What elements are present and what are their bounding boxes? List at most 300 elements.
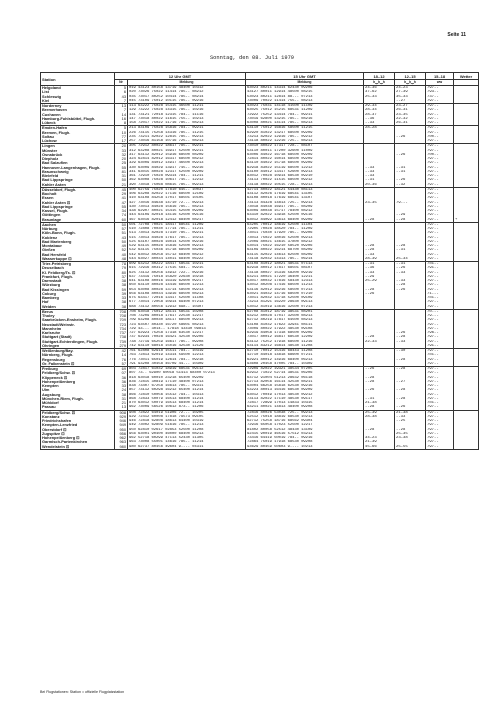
header-s4: Wetter	[454, 73, 479, 80]
value-s2: --28	[396, 244, 406, 248]
station-number: 14	[121, 353, 126, 358]
report-15: 63211 80021 17220 36400 12211	[247, 274, 313, 279]
value-s4-cell	[454, 262, 479, 310]
station-name: Norderney	[42, 104, 62, 108]
station-number-cell	[115, 367, 128, 411]
report-15: 63212 80028 17017 32500 08213	[247, 314, 313, 318]
value-s4-cell	[454, 222, 479, 261]
station-name: Konstanz	[42, 414, 60, 419]
report-15: 53110 80011 17200 32600 11009	[247, 148, 313, 153]
report-15: 73118 82032 14313 785-- 06214	[247, 256, 313, 261]
value-s1: 25–39	[365, 410, 377, 415]
value-s2: 24–23	[396, 86, 408, 90]
station-name: Weiden	[42, 304, 56, 309]
station-number: 41	[121, 196, 126, 201]
report-12: 390 73018 75068 08615 785-- 09213	[129, 182, 204, 187]
value-s3: 737--	[427, 94, 439, 99]
report-15: 73118 80022 12216 725-- 08213	[247, 139, 313, 143]
station-number-cell	[115, 262, 128, 310]
value-s2: --28	[396, 396, 406, 401]
station-number: 963	[119, 440, 126, 445]
value-s4-cell	[454, 126, 479, 144]
value-s3: 797--	[427, 367, 439, 371]
station-number: 69	[121, 367, 126, 371]
report-15: 52512 75018 18819 68530 10213	[247, 414, 313, 419]
station-name-cell	[41, 126, 115, 144]
station-number: 25	[121, 161, 126, 166]
report-15: 72817 72899 17013 14833 10315	[247, 401, 313, 405]
value-s1: 28–37	[365, 112, 377, 117]
value-s3: 7o1--	[427, 262, 439, 266]
value-s1: 28–28	[365, 126, 377, 131]
value-s3: 797--	[427, 116, 439, 121]
report-12: 654 63008 80028 13714 58500 09213	[129, 287, 204, 292]
value-s3: 797--	[427, 239, 439, 244]
station-number: 20	[121, 157, 126, 161]
report-12-cell	[128, 367, 246, 411]
report-15: 63012 84092 13613 68400 09209	[247, 217, 313, 222]
station-name: Diepholz	[42, 157, 59, 161]
value-s1-cell	[364, 104, 395, 126]
header-group-12: 12 Uhr GMT	[115, 73, 246, 80]
report-12: 444 63109 82018 14116 52500 09116	[129, 213, 204, 218]
station-name: Bad Kissingen	[42, 287, 70, 292]
station-number: 956	[119, 431, 126, 436]
report-12: 312 63208 80021 16917 52500 09211	[129, 148, 204, 153]
station-name: Braunschweig	[42, 169, 69, 174]
value-s3: 793--	[427, 90, 439, 95]
station-number: 950	[119, 427, 126, 432]
value-s2-cell	[395, 104, 426, 126]
report-15: 72816 80026 53038 725-- 09213	[247, 410, 313, 415]
report-12: 650 63110 80028 14416 68500 12213	[129, 283, 204, 288]
value-s1-cell	[364, 187, 395, 222]
value-s3: 797--	[427, 322, 439, 327]
value-s3: 797--	[427, 371, 439, 376]
report-12: 609 63212 80222 18417 58531 10211	[129, 262, 204, 266]
value-s1: 29–34	[365, 104, 377, 108]
report-15: 73010 80022 17317 728-- 08107	[247, 144, 313, 149]
observation-table	[40, 72, 479, 450]
station-name: Regensburg	[42, 357, 65, 362]
station-name: Saarbrücken-Ensheim, Flugh.	[42, 318, 97, 323]
report-15: 62912 71022 52714 38531 06206	[247, 371, 313, 376]
report-15: 63008 80021 14114 785-- 08213	[247, 121, 313, 125]
report-12: 962 52718 60299 47113 52430 11305	[129, 436, 204, 440]
value-s1: --33	[365, 169, 375, 174]
value-s3: 797--	[427, 405, 439, 410]
value-s3: 797--	[427, 222, 439, 227]
table-row	[41, 126, 479, 144]
report-15: 72009 80021 14615 37800 08212	[247, 239, 313, 244]
station-name-cell	[41, 86, 115, 104]
value-s3-cell	[426, 86, 454, 104]
value-s2: --33	[396, 270, 406, 275]
station-name: Kempten	[42, 384, 59, 388]
station-name: Feldberg/Schw. ⊡	[42, 410, 75, 415]
value-s2: --33	[396, 339, 406, 344]
value-s1-cell	[364, 222, 395, 261]
report-15: 93608 20458 47005 784-- 10309	[247, 361, 313, 366]
station-number: 13	[121, 405, 126, 410]
report-12: 362 63008 75028 10617 745-- 12212	[129, 178, 204, 183]
value-s1-cell	[364, 126, 395, 144]
value-s2-cell	[395, 349, 426, 367]
value-s3: 797--	[427, 98, 439, 103]
value-s1: 34–23	[365, 436, 377, 440]
station-number: 45	[121, 187, 126, 192]
value-s4-cell	[454, 410, 479, 449]
station-number: 40	[121, 252, 126, 257]
report-12-cell	[128, 262, 246, 310]
value-s1	[365, 362, 393, 366]
station-name: Weißenburg/Bay.	[42, 349, 74, 353]
station-name: Darmstadt	[42, 279, 62, 283]
station-number-cell	[115, 86, 128, 104]
value-s3: 797--	[427, 227, 439, 231]
value-s3: 797--	[427, 283, 439, 288]
report-15: 63115 82022 14613 62500 08209	[247, 252, 313, 257]
value-s1: --31	[365, 262, 375, 266]
header-group-15: 15 Uhr GMT	[246, 73, 364, 80]
station-name: Bremen, Flugh.	[42, 130, 71, 135]
value-s2-cell	[395, 126, 426, 144]
value-s2: 23–35	[396, 112, 408, 117]
station-number: 708	[119, 314, 126, 318]
station-number: 36	[121, 379, 126, 384]
report-12: 361 72910 75028 09314 784-- 11211	[129, 174, 204, 178]
report-12: 305 72912 80022 18617 785-- 09211	[129, 144, 204, 149]
value-s1	[365, 344, 393, 348]
value-s3: 797--	[427, 231, 439, 236]
report-12: 615 72916 80312 17515 584-- 09215	[129, 266, 204, 271]
station-number: 737	[119, 331, 126, 335]
table-row	[41, 222, 479, 261]
report-12-cell	[128, 86, 246, 104]
value-s3: 797--	[427, 423, 439, 428]
station-number: 50	[121, 178, 126, 183]
report-12: 430 73013 84028 15616 785-- 08213	[129, 204, 204, 209]
value-s2: --32	[396, 182, 406, 187]
station-number: 38	[121, 304, 126, 309]
report-12: 908 72822 64019 51906 72--- 10205	[129, 410, 204, 415]
value-s3: 70---	[427, 309, 439, 314]
value-s3-cell	[426, 126, 454, 144]
value-s2-cell	[395, 187, 426, 222]
report-15: 52713 82056 16114 42530 08211	[247, 379, 313, 384]
report-12: 737 62934 70028 16421 42530 09206	[129, 335, 204, 340]
value-s3: 797--	[427, 318, 439, 323]
station-name: Bad Marienberg	[42, 239, 72, 244]
station-name: Kiel	[42, 98, 50, 103]
value-s3: 797--	[427, 388, 439, 393]
report-15: 42714 80022 18121 54430 08113	[247, 187, 313, 192]
station-number: 07	[121, 371, 126, 376]
report-12: 501 72708 70021 18417 68541 11209	[129, 222, 204, 227]
report-15-cell	[246, 262, 364, 310]
value-s3: 7o1--	[427, 353, 439, 358]
value-s3: 797--	[427, 410, 439, 415]
station-number: 20	[121, 144, 126, 149]
header-station: Station	[41, 73, 115, 86]
value-s2	[396, 362, 424, 366]
value-s1: 22–33	[365, 339, 377, 344]
value-s4-cell	[454, 187, 479, 222]
table-row	[41, 410, 479, 449]
report-12: 807 73.. 62900 60018 51413 68400 07213	[129, 371, 215, 376]
value-s2: --31	[396, 165, 406, 170]
report-12: 324 62814 82012 16317 68500 08212	[129, 157, 204, 161]
station-name: Öhringen	[42, 343, 60, 348]
value-s1: --31	[365, 396, 375, 401]
station-number: 5	[123, 126, 126, 131]
value-s3: 797--	[427, 361, 439, 366]
value-s3: 797--	[427, 304, 439, 309]
value-s1: --33	[365, 165, 375, 170]
station-name: Montabaur	[42, 244, 62, 248]
table-row	[41, 367, 479, 411]
header-code-15: Meldung	[246, 80, 364, 86]
report-15: 62712 80219 17817 64500 08213	[247, 318, 313, 323]
station-name: Bad Hersfeld	[42, 252, 66, 257]
value-s4	[455, 344, 477, 348]
report-12: 857 73112 60298 16212 65400 11214	[129, 388, 204, 393]
table-row	[41, 104, 479, 126]
station-name: Münster	[42, 148, 58, 153]
value-s1: --36	[365, 266, 375, 271]
station-name: Bielefeld	[42, 174, 59, 178]
report-15: 53223 80013 16416 68530 09209	[247, 388, 313, 393]
value-s2: --27	[396, 379, 406, 384]
station-number: 43	[121, 235, 126, 240]
value-s3-cell	[426, 262, 454, 310]
value-s3: 7o1--	[427, 401, 439, 405]
value-s1	[365, 139, 393, 143]
value-s2: --31	[396, 262, 406, 266]
station-number: 14	[121, 112, 126, 117]
value-s3-cell	[426, 410, 454, 449]
value-s2: --26	[396, 287, 406, 292]
report-12: 438 62907 80021 15415 52500 09209	[129, 209, 204, 213]
value-s1: 24–36	[365, 86, 377, 90]
station-number: 79	[121, 266, 126, 271]
value-s1: --28	[365, 244, 375, 248]
value-s3: 797--	[427, 209, 439, 213]
value-s2: --28	[396, 283, 406, 288]
station-number: 7	[123, 98, 126, 103]
report-12: 641 63108 80016 16319 62600 09217	[129, 279, 204, 283]
station-number: 55	[121, 204, 126, 209]
station-name: Bremerhaven	[42, 108, 67, 113]
value-s1: 21–39	[365, 440, 377, 445]
report-12: 963 73008 55001 14616 785-- 11214	[129, 440, 204, 445]
value-s3: 797--	[427, 419, 439, 423]
value-s2: --33	[396, 414, 406, 419]
value-s3: 797--	[427, 375, 439, 380]
footnote: Bei Flugstationen: Station = offizielle Flugplatzstation	[40, 690, 125, 694]
value-s2-cell	[395, 222, 426, 261]
value-s1-cell	[364, 144, 395, 188]
value-s1: --28	[365, 217, 375, 222]
station-number: 49	[121, 244, 126, 248]
station-name: Düsseldorf, Flugh.	[42, 187, 77, 192]
station-name: Klippeneck ⊡	[42, 375, 68, 380]
station-number: 6	[123, 90, 126, 95]
value-s1: 25–29	[365, 279, 377, 283]
station-number: 734	[119, 326, 126, 331]
report-12: 410 63108 84258 17017 68501 10105	[129, 196, 204, 201]
station-name: Kahler Asten	[42, 182, 66, 187]
value-s1-cell	[364, 367, 395, 411]
station-number: 929	[119, 414, 126, 419]
station-number: 31	[121, 174, 126, 178]
value-s2: 35–33	[396, 94, 408, 99]
report-15: 72905 70028 18520 784-- 11209	[247, 227, 313, 231]
report-15-cell	[246, 222, 364, 261]
report-12: 688 73112 80556 12912 698-- 10307	[129, 304, 204, 309]
table-row	[41, 86, 479, 104]
value-s4-cell	[454, 367, 479, 411]
value-s3-cell	[426, 309, 454, 348]
station-number: 708	[119, 309, 126, 314]
report-15: 92415 90019 46516 57512 03213	[247, 431, 313, 436]
report-15: 62918 80012 17817 68501 08107	[247, 266, 313, 271]
station-number: 38	[121, 283, 126, 288]
value-s1: 28–38	[365, 414, 377, 419]
station-name: Kempten-Lenzfried	[42, 423, 78, 428]
value-s1-cell	[364, 349, 395, 367]
station-number: 77	[121, 134, 126, 139]
value-s1: 45–66	[365, 444, 377, 449]
value-s2: --26	[396, 152, 406, 157]
report-15: 62918 83022 15119 68500 12212	[247, 165, 313, 170]
table-row	[41, 144, 479, 188]
station-name-cell	[41, 262, 115, 310]
report-12: 226 73115 75258 14316 785-- 11215	[129, 130, 204, 135]
value-s3: 797--	[427, 414, 439, 419]
value-s1: --31	[365, 178, 375, 183]
report-12: 868 72833 50079 16513 68400 11214	[129, 396, 204, 401]
report-15: 63009 80038 15717 78400 08212	[247, 209, 313, 213]
report-12: 113 63222 75028 15415 46500 11211	[129, 104, 204, 108]
station-name: Kl. Feldberg/Ts. ⊡	[42, 270, 76, 275]
report-12: 870 63012 50079 16513 68400 11214	[129, 401, 204, 405]
station-name: Tholey	[42, 314, 55, 318]
value-s3: 797--	[427, 196, 439, 201]
report-15-cell	[246, 349, 364, 367]
value-s1: --28	[365, 427, 375, 432]
station-name-cell	[41, 309, 115, 348]
value-s3: 797--	[427, 326, 439, 331]
report-15-cell	[246, 309, 364, 348]
station-number: 36	[121, 375, 126, 380]
value-s2: --26	[396, 405, 406, 410]
value-s3: 797--	[427, 396, 439, 401]
station-name: Mannheim	[42, 326, 62, 331]
value-s3: 797--	[427, 169, 439, 174]
value-s4-cell	[454, 86, 479, 104]
header-s3: 15–18	[426, 73, 454, 80]
value-s4	[455, 139, 477, 143]
report-12: 656 63108 80034 13916 68500 08213	[129, 291, 204, 296]
report-12: 727 62923 75258 17318 63530 12217	[129, 331, 204, 335]
report-12: 836 72815 30819 17110 48400 07213	[129, 379, 204, 384]
value-s4	[455, 362, 477, 366]
station-number: 946	[119, 419, 126, 423]
station-number: 32	[121, 152, 126, 157]
report-15: 63110 84022 15718 68500 09209	[247, 161, 313, 166]
station-name-cell	[41, 349, 115, 367]
station-number-cell	[115, 309, 128, 348]
header-s1-sub: h‿h‿h	[364, 80, 395, 86]
report-15: 73019 62800 13215 785-- 08216	[247, 116, 313, 121]
value-s2: --26	[396, 178, 406, 183]
report-12: 129 73222 75028 14315 785-- 10216	[129, 108, 204, 113]
value-s1: 23–35	[365, 200, 377, 205]
report-15: 72864 75019 17918 68530 09208	[247, 440, 313, 445]
report-12: 949 73002 62809 51616 785-- 11213	[129, 423, 204, 428]
value-s1: 21–38	[365, 401, 377, 405]
report-12: 742 63110 68018 15016 42530 12126	[129, 343, 204, 348]
report-15: 43112 82026 17619 68541 13105	[247, 192, 313, 196]
report-12: 020 73026 75022 11414 785-- 08212	[129, 90, 204, 95]
report-15: 93629 80459 50603 9---- 10213	[247, 444, 313, 449]
value-s1	[365, 305, 393, 309]
report-15: 63108 80018 17619 68541 13107	[247, 196, 313, 201]
value-s2: 23–38	[396, 436, 408, 440]
report-12: 803 72817 61032 18919 68531 09112	[129, 367, 204, 371]
station-name: Zugspitze ⊡	[42, 431, 65, 436]
report-12: 542 63012 80258 15712 68400 08212	[129, 252, 204, 257]
report-12: 675 63417 72016 13417 52500 11108	[129, 296, 204, 300]
station-number-cell	[115, 187, 128, 222]
station-name: Trier-Petrisberg	[42, 262, 71, 266]
value-s3: 797--	[427, 235, 439, 240]
station-name: Gr. Falkenstein ⊡	[42, 361, 75, 366]
station-name: Wasserkuppe ⊡	[42, 256, 72, 261]
value-s2: 26–31	[396, 108, 408, 113]
value-s1: 28–34	[365, 108, 377, 113]
report-12: 406 63208 82022 17116 68500 12109	[129, 192, 204, 196]
station-name: Hohenpeißenberg ⊡	[42, 436, 80, 440]
header-s2-sub: h‿h‿h	[395, 80, 426, 86]
station-number: 21	[121, 182, 126, 187]
report-12: 329 63009 84012 14917 46500 09213	[129, 161, 204, 166]
report-15: 83012 70028 10914 68530 09210	[247, 174, 313, 178]
report-12: 956 63001 90400 46000 68400 08213	[129, 431, 204, 436]
value-s3: 700--	[427, 152, 439, 157]
header-s3-sub: ww	[426, 80, 454, 86]
report-15-cell	[246, 144, 364, 188]
report-15: 63006 84022 16718 68500 09209	[247, 152, 313, 157]
station-number: 739	[119, 339, 126, 344]
report-12: 045 73109 75012 10115 785-- 09216	[129, 98, 204, 103]
value-s1: --28	[365, 405, 375, 410]
value-s4	[455, 405, 477, 409]
station-name: Gießen	[42, 248, 56, 253]
report-12-cell	[128, 349, 246, 367]
station-number: 7	[123, 108, 126, 113]
report-12: 818 63018 60010 23218 65400 09209	[129, 375, 204, 380]
report-15-cell	[246, 410, 364, 449]
station-number: 42	[121, 349, 126, 353]
station-number: 74	[121, 213, 126, 218]
value-s2	[396, 139, 424, 143]
report-15: 53116 82012 16216 58500 07213	[247, 287, 313, 292]
value-s3: 797--	[427, 187, 439, 192]
value-s2-cell	[395, 410, 426, 449]
value-s3: 797--	[427, 436, 439, 440]
